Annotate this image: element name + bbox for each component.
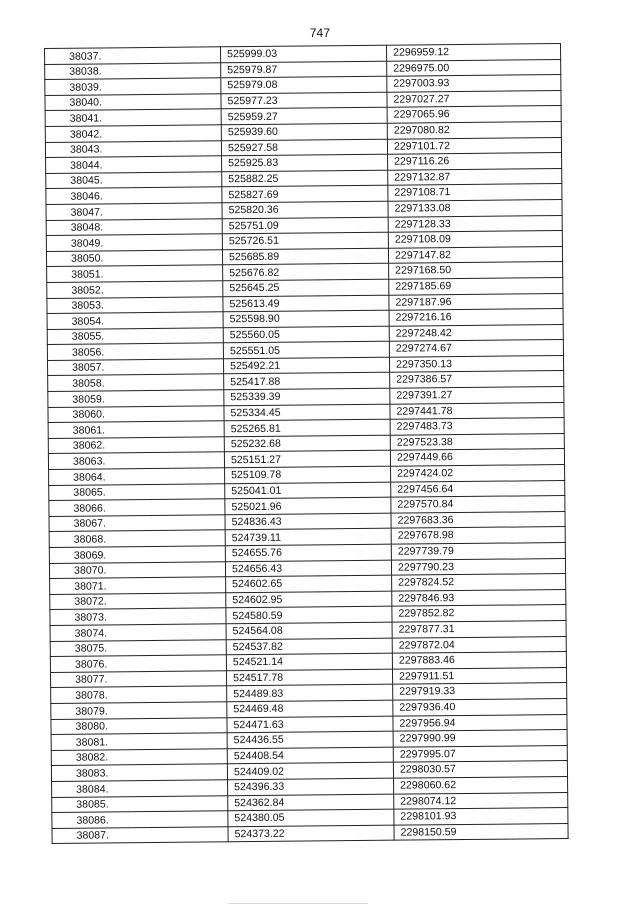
northing-value: 2297956.94 (393, 714, 567, 731)
point-number: 38077. (50, 671, 226, 688)
northing-value: 2297108.09 (388, 231, 562, 248)
point-number: 38045. (46, 172, 222, 189)
northing-value: 2297147.82 (388, 246, 562, 263)
point-number: 38078. (51, 686, 227, 703)
northing-value: 2297248.42 (389, 324, 563, 341)
northing-value: 2297108.71 (388, 184, 562, 201)
easting-value: 524602.65 (226, 575, 392, 592)
northing-value: 2297936.40 (393, 698, 567, 715)
point-number: 38065. (49, 483, 225, 500)
point-number: 38064. (49, 468, 225, 485)
easting-value: 524409.02 (227, 762, 393, 779)
coordinates-table-body (45, 44, 569, 844)
northing-value: 2297101.72 (387, 137, 561, 154)
northing-value: 2297274.67 (389, 340, 563, 357)
northing-value: 2297824.52 (392, 574, 566, 591)
point-number: 38072. (50, 593, 226, 610)
easting-value: 525598.90 (223, 310, 389, 327)
point-number: 38070. (49, 561, 225, 578)
easting-value: 524521.14 (226, 653, 392, 670)
easting-value: 524537.82 (226, 638, 392, 655)
point-number: 38083. (51, 764, 227, 781)
northing-value: 2296959.12 (386, 44, 560, 61)
easting-value: 525339.39 (224, 388, 390, 405)
easting-value: 524396.33 (228, 778, 394, 795)
easting-value: 525551.05 (223, 341, 389, 358)
point-number: 38082. (51, 748, 227, 765)
easting-value: 525676.82 (223, 264, 389, 281)
point-number: 38073. (50, 608, 226, 625)
coordinates-sheet (44, 43, 568, 844)
northing-value: 2297449.66 (390, 449, 564, 466)
northing-value: 2298060.62 (394, 776, 568, 793)
point-number: 38080. (51, 717, 227, 734)
northing-value: 2297739.79 (391, 543, 565, 560)
easting-value: 525492.21 (223, 357, 389, 374)
easting-value: 525882.25 (222, 170, 388, 187)
point-number: 38053. (47, 296, 223, 313)
northing-value: 2297350.13 (389, 355, 563, 372)
point-number: 38066. (49, 499, 225, 516)
point-number: 38057. (47, 359, 223, 376)
point-number: 38076. (50, 655, 226, 672)
point-number: 38071. (50, 577, 226, 594)
northing-value: 2297027.27 (387, 90, 561, 107)
point-number: 38069. (49, 546, 225, 563)
point-number: 38047. (46, 203, 222, 220)
easting-value: 525041.01 (225, 482, 391, 499)
easting-value: 524656.43 (225, 560, 391, 577)
easting-value: 525820.36 (222, 201, 388, 218)
northing-value: 2297080.82 (387, 122, 561, 139)
easting-value: 525959.27 (221, 108, 387, 125)
point-number: 38063. (48, 452, 224, 469)
northing-value: 2297168.50 (389, 262, 563, 279)
point-number: 38081. (51, 733, 227, 750)
easting-value: 524489.83 (227, 685, 393, 702)
northing-value: 2297456.64 (391, 480, 565, 497)
northing-value: 2296975.00 (387, 59, 561, 76)
northing-value: 2297872.04 (392, 636, 566, 653)
easting-value: 524408.54 (227, 747, 393, 764)
point-number: 38042. (45, 125, 221, 142)
northing-value: 2297911.51 (392, 667, 566, 684)
point-number: 38039. (45, 78, 221, 95)
easting-value: 524836.43 (225, 513, 391, 530)
northing-value: 2297187.96 (389, 293, 563, 310)
easting-value: 525109.78 (225, 466, 391, 483)
northing-value: 2297990.99 (393, 730, 567, 747)
easting-value: 525751.09 (222, 217, 388, 234)
northing-value: 2297424.02 (391, 465, 565, 482)
point-number: 38067. (49, 515, 225, 532)
easting-value: 525613.49 (223, 295, 389, 312)
northing-value: 2297790.23 (391, 558, 565, 575)
page-number: 747 (309, 26, 331, 40)
northing-value: 2297116.26 (388, 153, 562, 170)
easting-value: 525927.58 (221, 139, 387, 156)
easting-value: 525939.60 (221, 123, 387, 140)
northing-value: 2297386.57 (390, 371, 564, 388)
easting-value: 525232.68 (224, 435, 390, 452)
northing-value: 2297877.31 (392, 620, 566, 637)
point-number: 38055. (47, 327, 223, 344)
northing-value: 2297570.84 (391, 496, 565, 513)
easting-value: 525265.81 (224, 419, 390, 436)
easting-value: 525334.45 (224, 404, 390, 421)
point-number: 38084. (52, 780, 228, 797)
point-number: 38040. (45, 94, 221, 111)
northing-value: 2298150.59 (394, 823, 568, 840)
northing-value: 2297523.38 (390, 433, 564, 450)
northing-value: 2297995.07 (393, 745, 567, 762)
northing-value: 2297883.46 (392, 652, 566, 669)
easting-value: 524739.11 (225, 529, 391, 546)
easting-value: 525999.03 (220, 45, 386, 62)
easting-value: 525021.96 (225, 497, 391, 514)
point-number: 38056. (47, 343, 223, 360)
coordinates-table (44, 43, 569, 844)
point-number: 38052. (47, 281, 223, 298)
easting-value: 525417.88 (224, 373, 390, 390)
point-number: 38041. (45, 109, 221, 126)
easting-value: 524373.22 (228, 825, 394, 842)
point-number: 38049. (46, 234, 222, 251)
easting-value: 525979.87 (221, 61, 387, 78)
easting-value: 525979.08 (221, 76, 387, 93)
northing-value: 2297683.36 (391, 511, 565, 528)
footer-rule (228, 903, 368, 904)
northing-value: 2297846.93 (392, 589, 566, 606)
point-number: 38062. (48, 437, 224, 454)
northing-value: 2298030.57 (393, 761, 567, 778)
northing-value: 2297216.16 (389, 309, 563, 326)
northing-value: 2297919.33 (393, 683, 567, 700)
easting-value: 524469.48 (227, 700, 393, 717)
point-number: 38051. (47, 265, 223, 282)
northing-value: 2297483.73 (390, 418, 564, 435)
point-number: 38087. (52, 826, 228, 843)
point-number: 38074. (50, 624, 226, 641)
point-number: 38086. (52, 811, 228, 828)
northing-value: 2297185.69 (389, 277, 563, 294)
northing-value: 2297003.93 (387, 75, 561, 92)
easting-value: 524362.84 (228, 794, 394, 811)
easting-value: 525685.89 (222, 248, 388, 265)
northing-value: 2297128.33 (388, 215, 562, 232)
northing-value: 2297065.96 (387, 106, 561, 123)
point-number: 38058. (48, 374, 224, 391)
point-number: 38038. (45, 62, 221, 79)
point-number: 38043. (45, 140, 221, 157)
northing-value: 2297852.82 (392, 605, 566, 622)
easting-value: 525925.83 (222, 154, 388, 171)
northing-value: 2297391.27 (390, 387, 564, 404)
point-number: 38079. (51, 702, 227, 719)
easting-value: 524380.05 (228, 809, 394, 826)
easting-value: 525151.27 (224, 451, 390, 468)
point-number: 38037. (45, 47, 221, 64)
easting-value: 524655.76 (225, 544, 391, 561)
point-number: 38085. (52, 795, 228, 812)
easting-value: 525827.69 (222, 186, 388, 203)
point-number: 38050. (46, 250, 222, 267)
easting-value: 524471.63 (227, 716, 393, 733)
northing-value: 2297133.08 (388, 199, 562, 216)
easting-value: 524436.55 (227, 731, 393, 748)
easting-value: 525726.51 (222, 232, 388, 249)
point-number: 38044. (46, 156, 222, 173)
easting-value: 525977.23 (221, 92, 387, 109)
point-number: 38075. (50, 639, 226, 656)
point-number: 38046. (46, 187, 222, 204)
point-number: 38054. (47, 312, 223, 329)
easting-value: 525645.25 (223, 279, 389, 296)
point-number: 38061. (48, 421, 224, 438)
point-number: 38059. (48, 390, 224, 407)
easting-value: 524564.08 (226, 622, 392, 639)
northing-value: 2298101.93 (394, 808, 568, 825)
northing-value: 2297441.78 (390, 402, 564, 419)
northing-value: 2297132.87 (388, 168, 562, 185)
northing-value: 2298074.12 (394, 792, 568, 809)
easting-value: 525560.05 (223, 326, 389, 343)
easting-value: 524602.95 (226, 591, 392, 608)
easting-value: 524517.78 (226, 669, 392, 686)
easting-value: 524580.59 (226, 607, 392, 624)
point-number: 38048. (46, 218, 222, 235)
point-number: 38068. (49, 530, 225, 547)
point-number: 38060. (48, 405, 224, 422)
northing-value: 2297678.98 (391, 527, 565, 544)
